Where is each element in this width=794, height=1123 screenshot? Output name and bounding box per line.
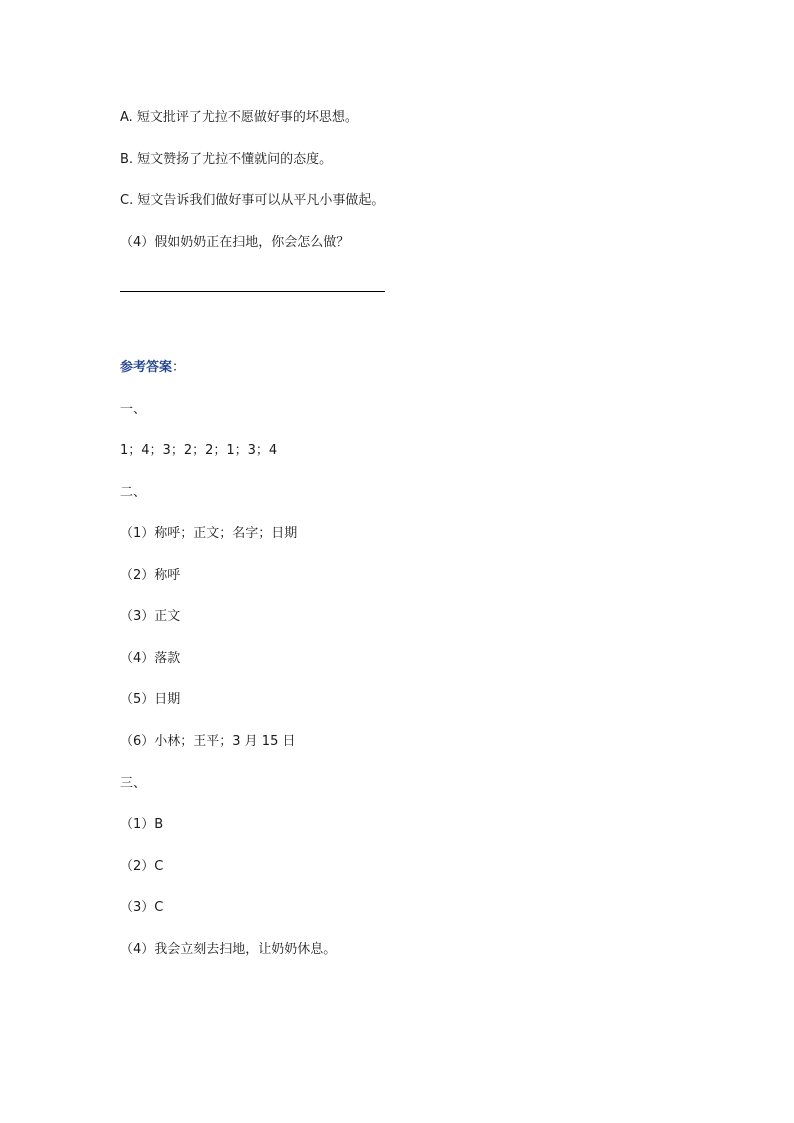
section-2-item: （4）落款	[120, 651, 181, 666]
section-3-item: （4）我会立刻去扫地，让奶奶休息。	[120, 942, 337, 957]
option-a: A. 短文批评了尤拉不愿做好事的坏思想。	[120, 110, 358, 125]
answers-title-colon: ：	[172, 360, 186, 375]
section-2-heading: 二、	[120, 485, 147, 500]
section-3-item: （1）B	[120, 817, 164, 832]
section-3-heading: 三、	[120, 776, 147, 791]
section-3-item: （2）C	[120, 859, 164, 874]
answer-blank-line	[120, 291, 385, 292]
answers-title-text: 参考答案	[120, 360, 173, 375]
question-4: （4）假如奶奶正在扫地，你会怎么做？	[120, 235, 350, 250]
section-2-item: （2）称呼	[120, 568, 181, 583]
answers-title	[120, 359, 185, 377]
section-1-content: 1；4；3；2；2；1；3；4	[120, 443, 278, 458]
section-1-heading: 一、	[120, 402, 147, 417]
section-2-item: （6）小林；王平；3 月 15 日	[120, 734, 296, 749]
section-3-item: （3）C	[120, 900, 164, 915]
section-2-item: （3）正文	[120, 609, 181, 624]
option-c: C. 短文告诉我们做好事可以从平凡小事做起。	[120, 193, 385, 208]
section-2-item: （1）称呼；正文；名字；日期	[120, 526, 298, 541]
section-2-item: （5）日期	[120, 692, 181, 707]
option-b: B. 短文赞扬了尤拉不懂就问的态度。	[120, 152, 333, 167]
